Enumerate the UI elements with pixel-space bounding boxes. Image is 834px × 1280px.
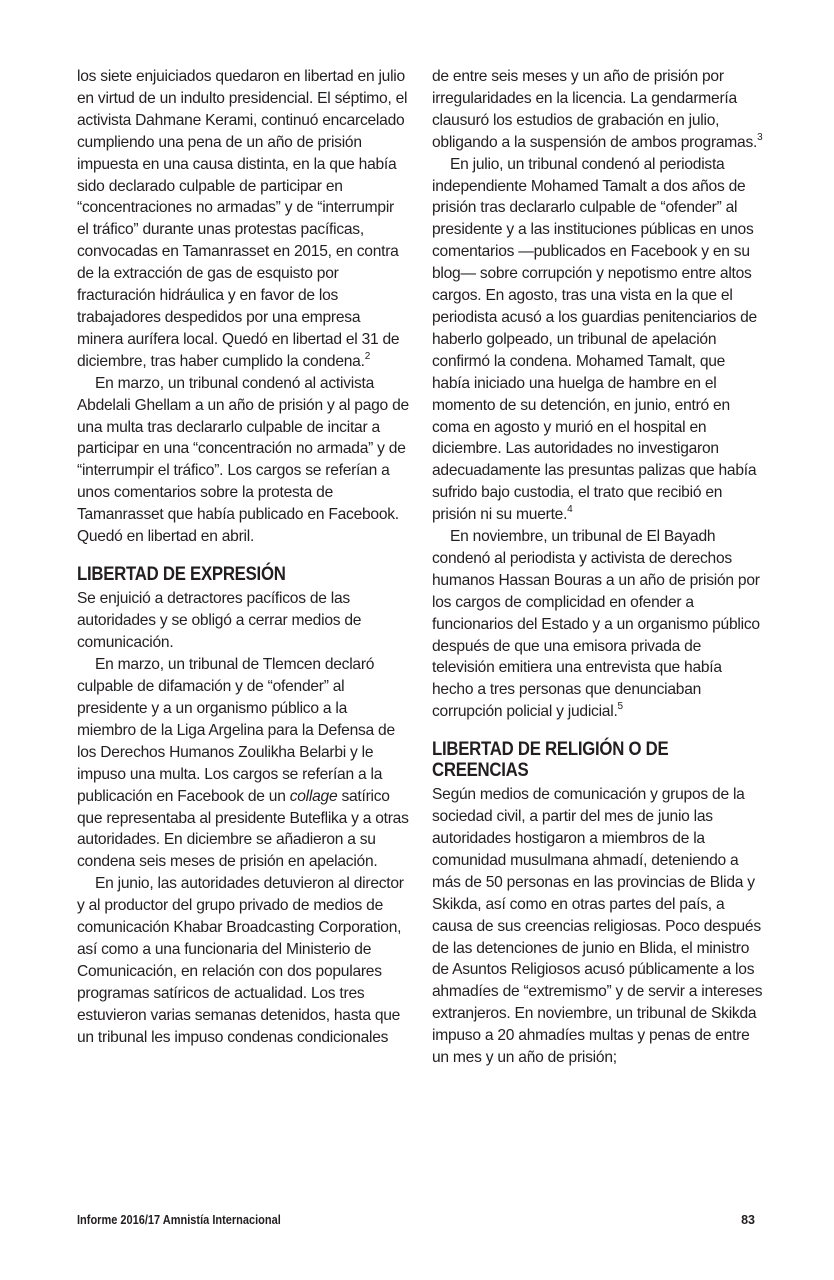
paragraph-text: En marzo, un tribunal de Tlemcen declaró culpable de difamación y de “ofender” al presidente y a un organismo público a la miembro de la Liga Argelina para la Defensa de los Derechos Humanos Zoulikha Belarbi y le impuso una multa. Los cargos se referían a la publicación en Facebook de un — [77, 656, 395, 805]
paragraph — [77, 654, 409, 873]
paragraph-text: satírico que representaba al presidente Buteflika y a otras autoridades. En diciembre se añadieron a su condena seis meses de prisión en apelación. — [77, 787, 409, 871]
page-footer — [77, 1213, 755, 1231]
paragraph: Se enjuició a detractores pacíficos de las autoridades y se obligó a cerrar medios de comunicación. — [77, 590, 362, 652]
left-column — [77, 66, 409, 1048]
paragraph — [77, 66, 409, 373]
paragraph-text: los siete enjuiciados quedaron en libertad en julio en virtud de un indulto presidencial. El séptimo, el activista Dahmane Kerami, continuó encarcelado cumpliendo una pena de un año de prisión impuesta en una causa distinta, en la que había sido declarado culpable de participar en “concentraciones no armadas” y de “interrumpir el tráfico” durante unas protestas pacíficas, convocadas en Tamanrasset en 2015, en contra de la extracción de gas de esquisto por fracturación hidráulica y en favor de los trabajadores despedidos por una empresa minera aurífera local. Quedó en libertad el 31 de diciembre, tras haber cumplido la condena. — [77, 68, 408, 370]
paragraph: En marzo, un tribunal condenó al activista Abdelali Ghellam a un año de prisión y al pago de una multa tras declararlo culpable de incitar a participar en una “concentración no armada” y de “interrumpir el tráfico”. Los cargos se referían a unos comentarios sobre la protesta de Tamanrasset que había publicado en Facebook. Quedó en libertad en abril. — [77, 374, 409, 546]
paragraph — [432, 154, 764, 526]
paragraph: Según medios de comunicación y grupos de la sociedad civil, a partir del mes de junio las autoridades hostigaron a miembros de la comunidad musulmana ahmadí, deteniendo a más de 50 personas en las provincias de Blida y Skikda, así como en otras partes del país, a causa de sus creencias religiosas. Poco después de las detenciones de junio en Blida, el ministro de Asuntos Religiosos acusó públicamente a los ahmadíes de “extremismo” y de servir a intereses extranjeros. En noviembre, un tribunal de Skikda impuso a 20 ahmadíes multas y penas de entre un mes y un año de prisión; — [432, 786, 763, 1067]
right-column — [432, 66, 764, 1069]
page-number: 83 — [741, 1213, 755, 1227]
footnote-marker[interactable]: 2 — [364, 350, 370, 362]
paragraph-text: En julio, un tribunal condenó al periodista independiente Mohamed Tamalt a dos años de prisión tras declararlo culpable de “ofender” al presidente y a las instituciones públicas en unos comentarios —publicados en Facebook y en su blog— sobre corrupción y nepotismo entre altos cargos. En agosto, tras una vista en la que el periodista acusó a los guardias penitenciarios de haberlo golpeado, un tribunal de apelación confirmó la condena. Mohamed Tamalt, que había iniciado una huelga de hambre en el momento de su detención, en junio, entró en coma en agosto y murió en el hospital en diciembre. Las autoridades no investigaron adecuadamente las presuntas palizas que había sufrido bajo custodia, el trato que recibió en prisión ni su muerte. — [432, 155, 757, 524]
paragraph: En junio, las autoridades detuvieron al director y al productor del grupo privado de medios de comunicación Khabar Broadcasting Corporation, así como a una funcionaria del Ministerio de Comunicación, en relación con dos populares programas satíricos de actualidad. Los tres estuvieron varias semanas detenidos, hasta que un tribunal les impuso condenas condicionales — [77, 875, 404, 1046]
paragraph-text: de entre seis meses y un año de prisión por irregularidades en la licencia. La gendarmería clausuró los estudios de grabación en julio, obligando a la suspensión de ambos programas. — [432, 68, 758, 151]
footnote-marker[interactable]: 5 — [617, 701, 623, 713]
paragraph — [432, 66, 764, 154]
paragraph-text: En noviembre, un tribunal de El Bayadh condenó al periodista y activista de derechos humanos Hassan Bouras a un año de prisión por los cargos de complicidad en ofender a funcionarios del Estado y a un organismo público después de que una emisora privada de televisión emitiera una entrevista que había hecho a tres personas que denunciaban corrupción policial y judicial. — [432, 528, 760, 721]
footnote-marker[interactable]: 4 — [567, 503, 573, 515]
section-heading-freedom-of-religion: LIBERTAD DE RELIGIÓN O DE CREENCIAS — [432, 738, 669, 781]
paragraph — [432, 526, 764, 723]
section-heading-freedom-of-expression: LIBERTAD DE EXPRESIÓN — [77, 562, 286, 585]
publication-title: Informe 2016/17 Amnistía Internacional — [77, 1213, 281, 1227]
footnote-marker[interactable]: 3 — [757, 131, 763, 143]
italic-term: collage — [289, 787, 338, 805]
